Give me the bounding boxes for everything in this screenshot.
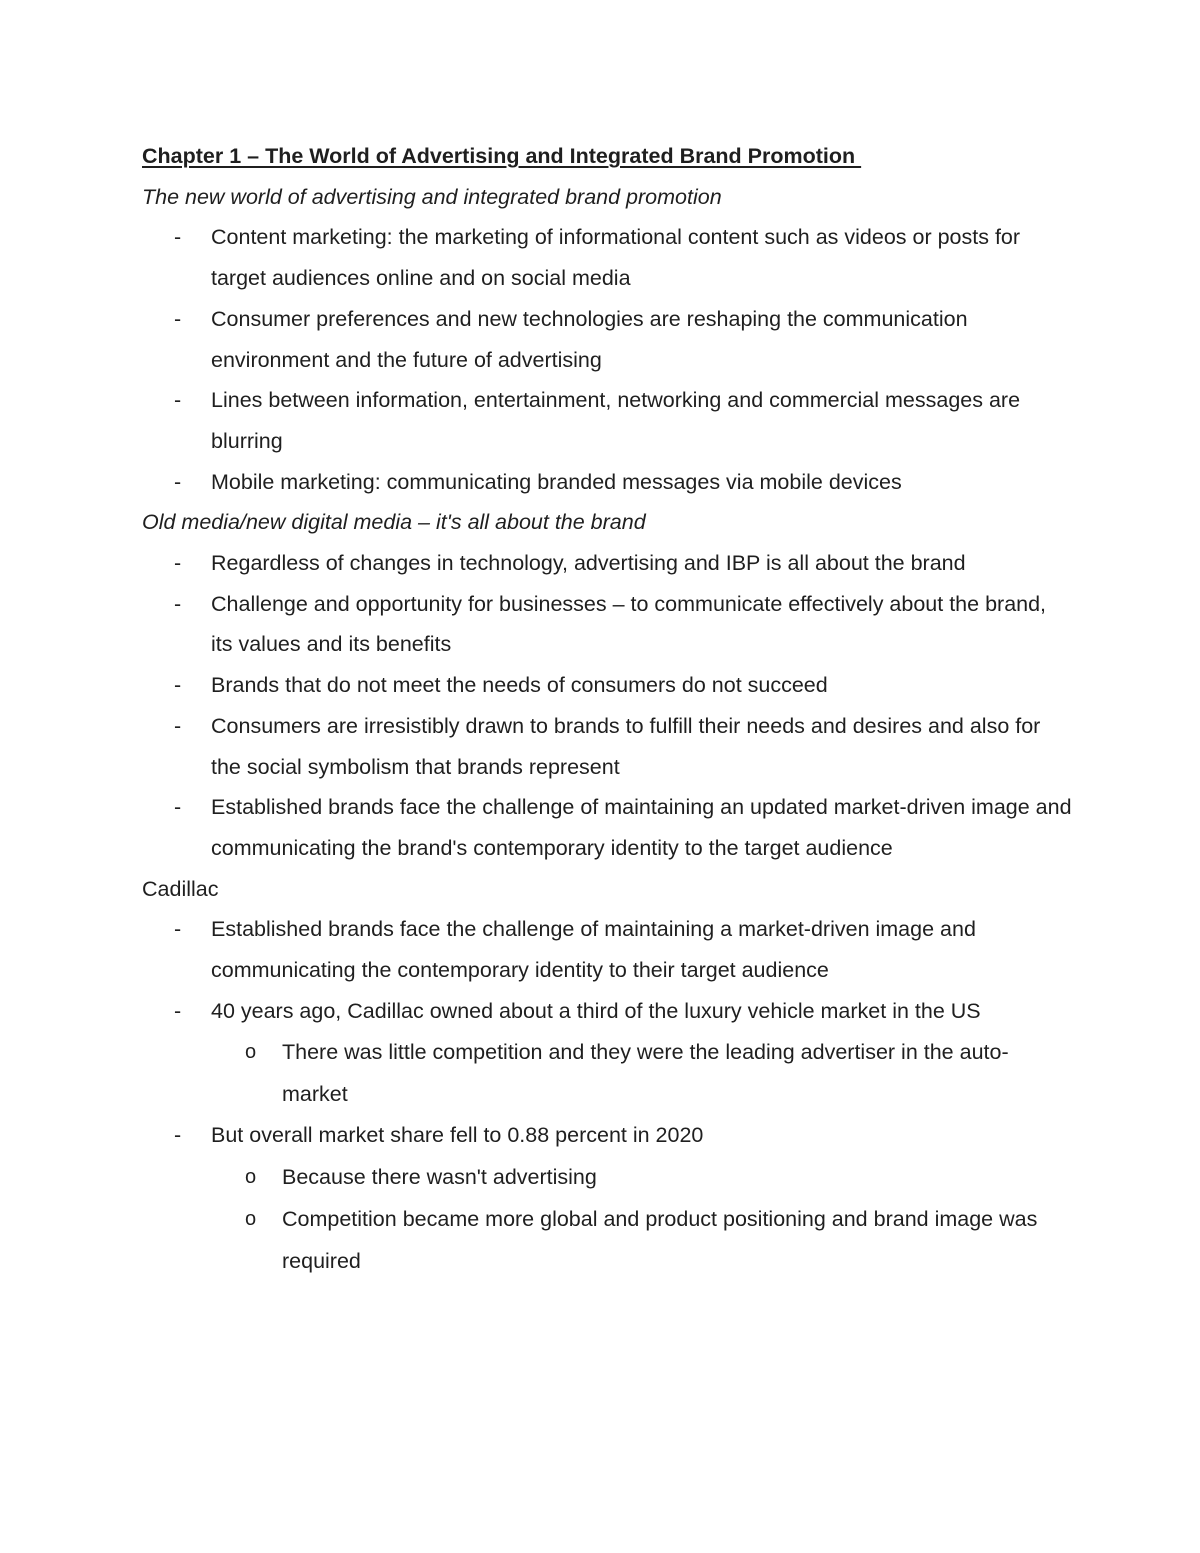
sub-bullet-list	[211, 1031, 1072, 1115]
sub-bullet-list	[211, 1156, 1072, 1282]
dash-marker: -	[174, 998, 182, 1023]
list-item	[142, 543, 1072, 584]
list-item	[142, 991, 1072, 1116]
list-item	[142, 299, 1072, 380]
circle-marker: o	[245, 1166, 257, 1189]
sub-list-item-text: Competition became more global and product positioning and brand image was required	[282, 1207, 1038, 1274]
list-item	[142, 909, 1072, 990]
list-item	[142, 706, 1072, 787]
list-item	[142, 665, 1072, 706]
chapter-title: Chapter 1 – The World of Advertising and Integrated Brand Promotion	[142, 144, 862, 168]
list-item-text: Established brands face the challenge of maintaining a market-driven image and communicating the contemporary identity to their target audience	[211, 917, 976, 983]
dash-marker: -	[174, 917, 182, 942]
list-item-text: Lines between information, entertainment, networking and commercial messages are blurring	[211, 388, 1021, 453]
list-item	[142, 462, 1072, 503]
dash-marker: -	[174, 469, 182, 494]
list-item-text: Established brands face the challenge of maintaining an updated market-driven image and communicating the brand's contemporary identity to the target audience	[211, 795, 1072, 860]
dash-marker: -	[174, 306, 182, 331]
circle-marker: o	[245, 1208, 257, 1231]
list-item	[142, 217, 1072, 298]
list-item-text: Consumer preferences and new technologies are reshaping the communication environment and the future of advertising	[211, 306, 968, 372]
list-item	[142, 787, 1072, 868]
list-item-text: Content marketing: the marketing of informational content such as videos or posts for target audiences online and on social media	[211, 225, 1021, 291]
sub-list-item-text: There was little competition and they were the leading advertiser in the auto-market	[282, 1040, 1009, 1107]
bullet-list-cadillac	[142, 909, 1072, 1282]
list-item-text: Brands that do not meet the needs of consumers do not succeed	[211, 673, 828, 698]
sub-list-item	[211, 1198, 1072, 1282]
sub-list-item-text: Because there wasn't advertising	[282, 1165, 597, 1190]
bullet-list-new-world	[142, 217, 1072, 502]
list-item	[142, 380, 1072, 461]
dash-marker: -	[174, 225, 182, 250]
list-item	[142, 1115, 1072, 1282]
dash-marker: -	[174, 713, 182, 738]
section-heading-new-world: The new world of advertising and integrated brand promotion	[142, 184, 722, 209]
bullet-list-old-media	[142, 543, 1072, 869]
dash-marker: -	[174, 673, 182, 698]
list-item-text: Challenge and opportunity for businesses – to communicate effectively about the brand, its values and its benefits	[211, 591, 1047, 657]
list-item-text: Regardless of changes in technology, advertising and IBP is all about the brand	[211, 551, 966, 576]
dash-marker: -	[174, 1123, 182, 1148]
document-page	[142, 136, 1072, 1282]
dash-marker: -	[174, 551, 182, 576]
dash-marker: -	[174, 591, 182, 616]
sub-list-item	[211, 1031, 1072, 1115]
list-item-text: Mobile marketing: communicating branded messages via mobile devices	[211, 469, 902, 494]
dash-marker: -	[174, 388, 182, 413]
list-item-text: 40 years ago, Cadillac owned about a third of the luxury vehicle market in the US	[211, 998, 981, 1023]
list-item-text: Consumers are irresistibly drawn to brands to fulfill their needs and desires and also for the social symbolism that brands represent	[211, 713, 1041, 779]
list-item-text: But overall market share fell to 0.88 percent in 2020	[211, 1123, 704, 1148]
circle-marker: o	[245, 1041, 257, 1064]
list-item	[142, 584, 1072, 665]
sub-list-item	[211, 1156, 1072, 1198]
section-heading-cadillac: Cadillac	[142, 876, 219, 901]
dash-marker: -	[174, 795, 182, 820]
section-heading-old-media: Old media/new digital media – it's all about the brand	[142, 510, 646, 535]
